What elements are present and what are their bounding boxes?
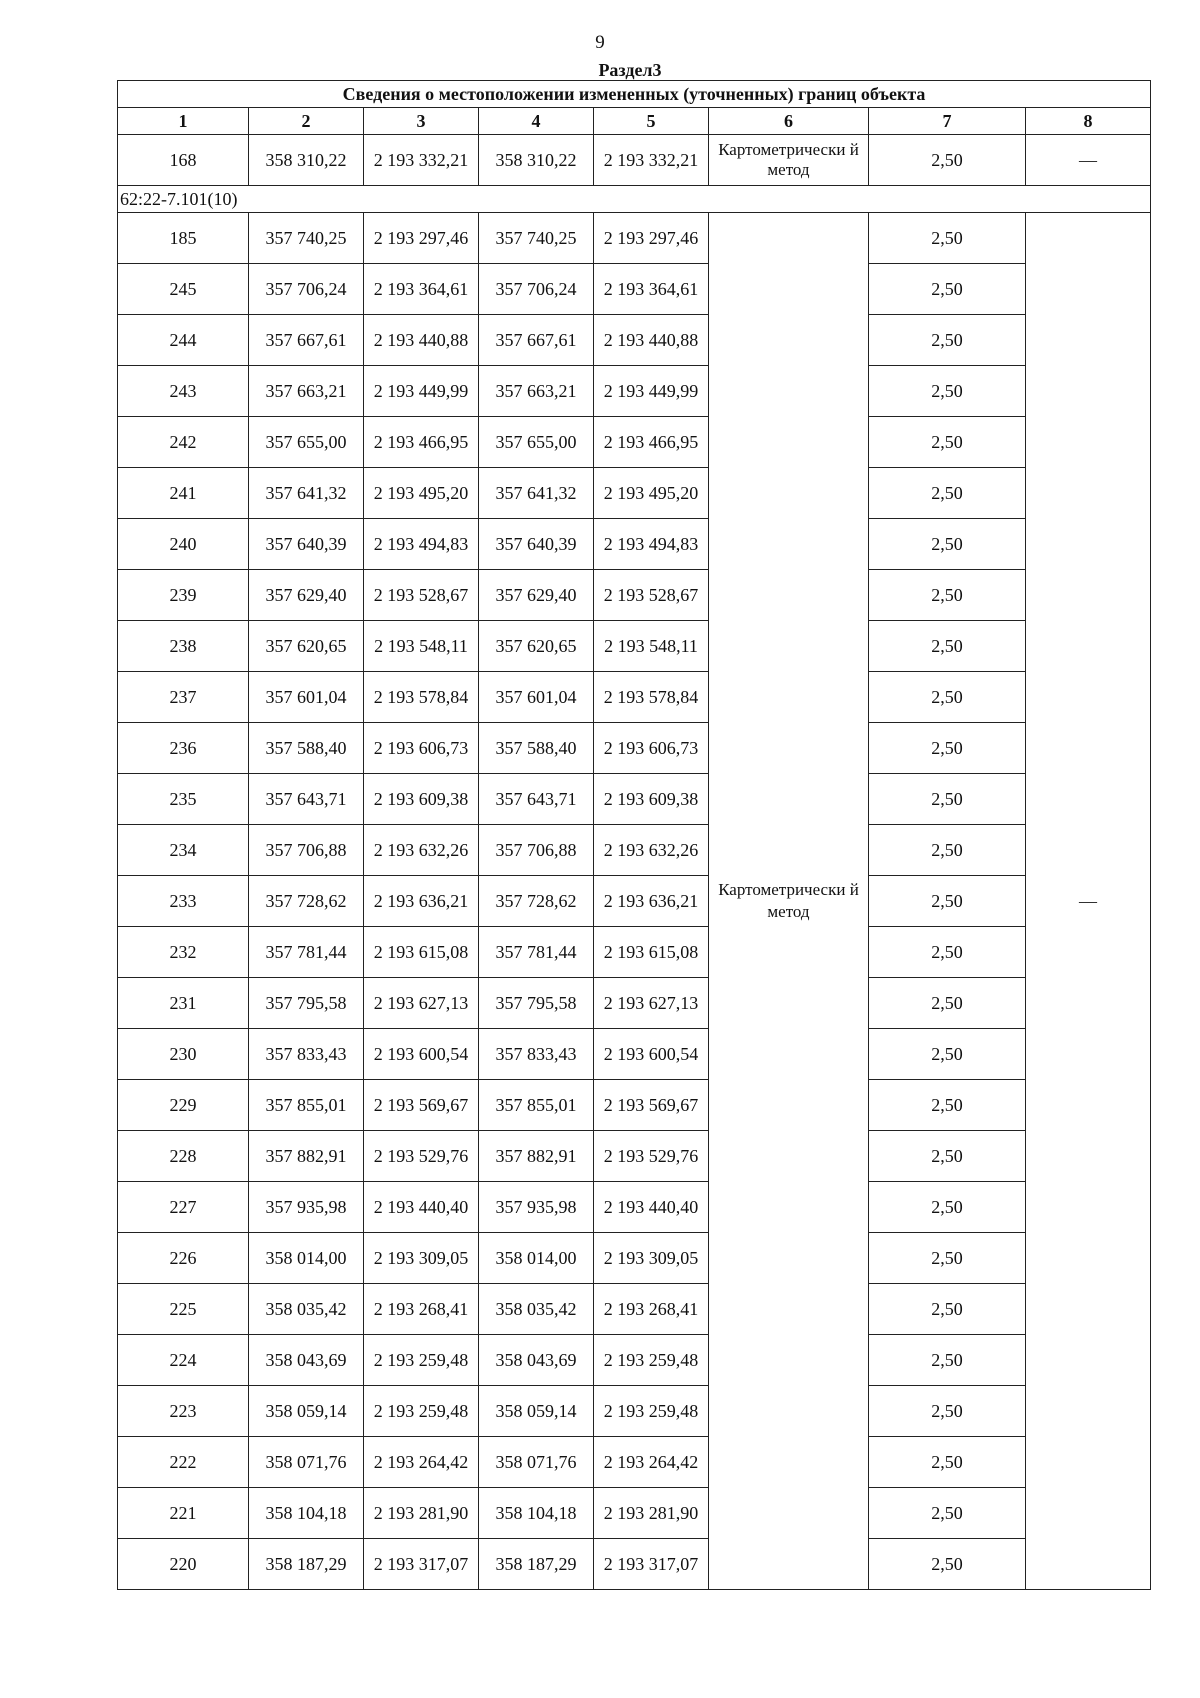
- coord-x-existing: 357 706,24: [249, 264, 364, 315]
- table-row: [118, 1131, 1151, 1182]
- accuracy-cell: 2,50: [869, 825, 1026, 876]
- coordinates-table: [117, 80, 1151, 1590]
- coord-x-refined: 357 855,01: [479, 1080, 594, 1131]
- coord-x-refined: 357 601,04: [479, 672, 594, 723]
- table-row: [118, 825, 1151, 876]
- coord-x-existing: 358 059,14: [249, 1386, 364, 1437]
- table-row: [118, 1029, 1151, 1080]
- table-row: [118, 1233, 1151, 1284]
- coord-y-existing: 2 193 609,38: [364, 774, 479, 825]
- coord-x-refined: 357 706,24: [479, 264, 594, 315]
- coord-x-existing: 358 310,22: [249, 135, 364, 186]
- method-cell: Картометрически й метод: [709, 213, 869, 1590]
- coord-y-refined: 2 193 569,67: [594, 1080, 709, 1131]
- coord-x-existing: 357 833,43: [249, 1029, 364, 1080]
- coord-y-existing: 2 193 297,46: [364, 213, 479, 264]
- table-row: [118, 978, 1151, 1029]
- coord-y-existing: 2 193 309,05: [364, 1233, 479, 1284]
- coord-x-refined: 357 588,40: [479, 723, 594, 774]
- accuracy-cell: 2,50: [869, 723, 1026, 774]
- point-number: 185: [118, 213, 249, 264]
- table-row: [118, 672, 1151, 723]
- coord-x-existing: 357 655,00: [249, 417, 364, 468]
- table-title-row: [118, 81, 1151, 108]
- coord-x-existing: 357 667,61: [249, 315, 364, 366]
- table-row: [118, 927, 1151, 978]
- coord-x-existing: 357 629,40: [249, 570, 364, 621]
- coord-y-refined: 2 193 364,61: [594, 264, 709, 315]
- accuracy-cell: 2,50: [869, 1131, 1026, 1182]
- accuracy-cell: 2,50: [869, 519, 1026, 570]
- group-label-row: [118, 186, 1151, 213]
- method-cell: Картометрически й метод: [709, 135, 869, 186]
- coord-y-refined: 2 193 297,46: [594, 213, 709, 264]
- point-number: 230: [118, 1029, 249, 1080]
- point-number: 227: [118, 1182, 249, 1233]
- coord-y-existing: 2 193 259,48: [364, 1335, 479, 1386]
- column-number-row: [118, 108, 1151, 135]
- column-number: 6: [709, 108, 869, 135]
- point-number: 243: [118, 366, 249, 417]
- page-number: 9: [595, 32, 605, 53]
- accuracy-cell: 2,50: [869, 1488, 1026, 1539]
- coord-y-refined: 2 193 494,83: [594, 519, 709, 570]
- coord-x-existing: 358 187,29: [249, 1539, 364, 1590]
- coord-x-refined: 357 740,25: [479, 213, 594, 264]
- coord-x-refined: 358 187,29: [479, 1539, 594, 1590]
- accuracy-cell: 2,50: [869, 927, 1026, 978]
- coord-x-existing: 357 728,62: [249, 876, 364, 927]
- accuracy-cell: 2,50: [869, 1080, 1026, 1131]
- coord-y-existing: 2 193 440,40: [364, 1182, 479, 1233]
- coord-x-refined: 357 641,32: [479, 468, 594, 519]
- coord-x-refined: 357 629,40: [479, 570, 594, 621]
- coord-x-refined: 357 663,21: [479, 366, 594, 417]
- point-number: 245: [118, 264, 249, 315]
- point-number: 244: [118, 315, 249, 366]
- table-row: [118, 1182, 1151, 1233]
- accuracy-cell: 2,50: [869, 135, 1026, 186]
- coord-x-existing: 357 640,39: [249, 519, 364, 570]
- table-row: [118, 570, 1151, 621]
- accuracy-cell: 2,50: [869, 264, 1026, 315]
- coord-x-existing: 357 643,71: [249, 774, 364, 825]
- point-number: 221: [118, 1488, 249, 1539]
- column-number: 2: [249, 108, 364, 135]
- coord-y-existing: 2 193 615,08: [364, 927, 479, 978]
- coord-x-refined: 358 014,00: [479, 1233, 594, 1284]
- coord-x-existing: 358 014,00: [249, 1233, 364, 1284]
- column-number: 4: [479, 108, 594, 135]
- coord-y-existing: 2 193 264,42: [364, 1437, 479, 1488]
- coord-y-refined: 2 193 440,88: [594, 315, 709, 366]
- table-title: Сведения о местоположении измененных (уточненных) границ объекта: [118, 81, 1151, 108]
- coord-x-existing: 357 740,25: [249, 213, 364, 264]
- accuracy-cell: 2,50: [869, 774, 1026, 825]
- point-number: 235: [118, 774, 249, 825]
- column-number: 5: [594, 108, 709, 135]
- coord-x-refined: 358 071,76: [479, 1437, 594, 1488]
- coord-y-refined: 2 193 317,07: [594, 1539, 709, 1590]
- coord-y-refined: 2 193 440,40: [594, 1182, 709, 1233]
- coord-x-refined: 357 781,44: [479, 927, 594, 978]
- accuracy-cell: 2,50: [869, 1284, 1026, 1335]
- coord-y-existing: 2 193 529,76: [364, 1131, 479, 1182]
- coord-x-refined: 357 640,39: [479, 519, 594, 570]
- coord-x-existing: 357 935,98: [249, 1182, 364, 1233]
- accuracy-cell: 2,50: [869, 1386, 1026, 1437]
- coord-x-existing: 357 641,32: [249, 468, 364, 519]
- point-number: 231: [118, 978, 249, 1029]
- coord-y-refined: 2 193 615,08: [594, 927, 709, 978]
- coord-y-refined: 2 193 281,90: [594, 1488, 709, 1539]
- coord-y-existing: 2 193 600,54: [364, 1029, 479, 1080]
- accuracy-cell: 2,50: [869, 1539, 1026, 1590]
- table-row: [118, 468, 1151, 519]
- coord-x-refined: 357 935,98: [479, 1182, 594, 1233]
- coord-x-existing: 358 071,76: [249, 1437, 364, 1488]
- coord-y-existing: 2 193 281,90: [364, 1488, 479, 1539]
- table-row: [118, 1488, 1151, 1539]
- coord-y-refined: 2 193 268,41: [594, 1284, 709, 1335]
- table-row: [118, 315, 1151, 366]
- point-number: 240: [118, 519, 249, 570]
- coord-y-refined: 2 193 264,42: [594, 1437, 709, 1488]
- coord-x-existing: 357 706,88: [249, 825, 364, 876]
- table-row: [118, 1080, 1151, 1131]
- coord-y-existing: 2 193 548,11: [364, 621, 479, 672]
- column-number: 8: [1026, 108, 1151, 135]
- point-number: 222: [118, 1437, 249, 1488]
- accuracy-cell: 2,50: [869, 978, 1026, 1029]
- point-number: 236: [118, 723, 249, 774]
- coord-y-existing: 2 193 569,67: [364, 1080, 479, 1131]
- coord-y-existing: 2 193 317,07: [364, 1539, 479, 1590]
- table-row: [118, 774, 1151, 825]
- table-row: [118, 135, 1151, 186]
- coord-y-refined: 2 193 309,05: [594, 1233, 709, 1284]
- table-row: [118, 876, 1151, 927]
- point-number: 237: [118, 672, 249, 723]
- coord-y-refined: 2 193 636,21: [594, 876, 709, 927]
- point-number: 242: [118, 417, 249, 468]
- accuracy-cell: 2,50: [869, 1437, 1026, 1488]
- coord-x-existing: 357 781,44: [249, 927, 364, 978]
- point-number: 224: [118, 1335, 249, 1386]
- point-number: 239: [118, 570, 249, 621]
- accuracy-cell: 2,50: [869, 1233, 1026, 1284]
- coord-y-existing: 2 193 632,26: [364, 825, 479, 876]
- coord-y-existing: 2 193 606,73: [364, 723, 479, 774]
- point-number: 220: [118, 1539, 249, 1590]
- point-number: 228: [118, 1131, 249, 1182]
- coord-y-refined: 2 193 600,54: [594, 1029, 709, 1080]
- coord-y-refined: 2 193 259,48: [594, 1335, 709, 1386]
- point-number: 241: [118, 468, 249, 519]
- coord-x-refined: 357 882,91: [479, 1131, 594, 1182]
- accuracy-cell: 2,50: [869, 1182, 1026, 1233]
- column-number: 1: [118, 108, 249, 135]
- coord-y-existing: 2 193 494,83: [364, 519, 479, 570]
- coord-y-refined: 2 193 466,95: [594, 417, 709, 468]
- table-row: [118, 1284, 1151, 1335]
- point-number: 168: [118, 135, 249, 186]
- coord-y-existing: 2 193 440,88: [364, 315, 479, 366]
- table-row: [118, 1437, 1151, 1488]
- coord-x-existing: 357 663,21: [249, 366, 364, 417]
- coord-x-existing: 357 588,40: [249, 723, 364, 774]
- coord-x-refined: 357 643,71: [479, 774, 594, 825]
- column-number: 3: [364, 108, 479, 135]
- coord-x-refined: 358 104,18: [479, 1488, 594, 1539]
- coord-x-refined: 357 833,43: [479, 1029, 594, 1080]
- point-number: 226: [118, 1233, 249, 1284]
- table-row: [118, 1386, 1151, 1437]
- accuracy-cell: 2,50: [869, 570, 1026, 621]
- accuracy-cell: 2,50: [869, 1335, 1026, 1386]
- table-row: [118, 264, 1151, 315]
- coord-x-refined: 358 043,69: [479, 1335, 594, 1386]
- coord-x-refined: 358 035,42: [479, 1284, 594, 1335]
- point-number: 238: [118, 621, 249, 672]
- point-number: 229: [118, 1080, 249, 1131]
- coord-y-refined: 2 193 632,26: [594, 825, 709, 876]
- table-row: [118, 621, 1151, 672]
- coord-y-existing: 2 193 449,99: [364, 366, 479, 417]
- table-row: [118, 1539, 1151, 1590]
- point-number: 234: [118, 825, 249, 876]
- coord-x-existing: 358 035,42: [249, 1284, 364, 1335]
- table-row: [118, 366, 1151, 417]
- coord-y-refined: 2 193 495,20: [594, 468, 709, 519]
- coord-y-existing: 2 193 578,84: [364, 672, 479, 723]
- table-row: [118, 1335, 1151, 1386]
- coord-y-refined: 2 193 578,84: [594, 672, 709, 723]
- coord-y-refined: 2 193 332,21: [594, 135, 709, 186]
- coord-x-refined: 357 706,88: [479, 825, 594, 876]
- coord-y-existing: 2 193 495,20: [364, 468, 479, 519]
- coord-y-existing: 2 193 268,41: [364, 1284, 479, 1335]
- accuracy-cell: 2,50: [869, 366, 1026, 417]
- coord-x-refined: 358 059,14: [479, 1386, 594, 1437]
- accuracy-cell: 2,50: [869, 315, 1026, 366]
- coord-y-existing: 2 193 627,13: [364, 978, 479, 1029]
- coord-y-existing: 2 193 364,61: [364, 264, 479, 315]
- coord-y-refined: 2 193 548,11: [594, 621, 709, 672]
- table-row: [118, 723, 1151, 774]
- table-row: [118, 417, 1151, 468]
- coord-y-existing: 2 193 466,95: [364, 417, 479, 468]
- accuracy-cell: 2,50: [869, 417, 1026, 468]
- accuracy-cell: 2,50: [869, 213, 1026, 264]
- coord-x-refined: 358 310,22: [479, 135, 594, 186]
- description-cell: —: [1026, 135, 1151, 186]
- description-cell: —: [1026, 213, 1151, 1590]
- accuracy-cell: 2,50: [869, 672, 1026, 723]
- coord-x-refined: 357 620,65: [479, 621, 594, 672]
- group-label: 62:22-7.101(10): [118, 186, 1151, 213]
- coord-y-refined: 2 193 259,48: [594, 1386, 709, 1437]
- coord-x-existing: 357 855,01: [249, 1080, 364, 1131]
- coord-x-existing: 357 601,04: [249, 672, 364, 723]
- coord-x-existing: 357 795,58: [249, 978, 364, 1029]
- coord-y-existing: 2 193 259,48: [364, 1386, 479, 1437]
- coord-y-refined: 2 193 606,73: [594, 723, 709, 774]
- coord-x-refined: 357 795,58: [479, 978, 594, 1029]
- coord-y-refined: 2 193 529,76: [594, 1131, 709, 1182]
- coord-x-existing: 357 882,91: [249, 1131, 364, 1182]
- coord-y-refined: 2 193 449,99: [594, 366, 709, 417]
- point-number: 223: [118, 1386, 249, 1437]
- point-number: 225: [118, 1284, 249, 1335]
- coord-y-refined: 2 193 627,13: [594, 978, 709, 1029]
- coord-x-refined: 357 655,00: [479, 417, 594, 468]
- coord-x-refined: 357 728,62: [479, 876, 594, 927]
- coord-x-existing: 358 043,69: [249, 1335, 364, 1386]
- accuracy-cell: 2,50: [869, 876, 1026, 927]
- point-number: 232: [118, 927, 249, 978]
- coord-y-existing: 2 193 528,67: [364, 570, 479, 621]
- accuracy-cell: 2,50: [869, 621, 1026, 672]
- coord-y-refined: 2 193 528,67: [594, 570, 709, 621]
- section-title: Раздел3: [598, 60, 662, 80]
- coord-y-existing: 2 193 332,21: [364, 135, 479, 186]
- table-row: [118, 213, 1151, 264]
- point-number: 233: [118, 876, 249, 927]
- coord-x-refined: 357 667,61: [479, 315, 594, 366]
- accuracy-cell: 2,50: [869, 1029, 1026, 1080]
- accuracy-cell: 2,50: [869, 468, 1026, 519]
- coord-y-existing: 2 193 636,21: [364, 876, 479, 927]
- coord-x-existing: 357 620,65: [249, 621, 364, 672]
- coord-y-refined: 2 193 609,38: [594, 774, 709, 825]
- table-row: [118, 519, 1151, 570]
- column-number: 7: [869, 108, 1026, 135]
- coord-x-existing: 358 104,18: [249, 1488, 364, 1539]
